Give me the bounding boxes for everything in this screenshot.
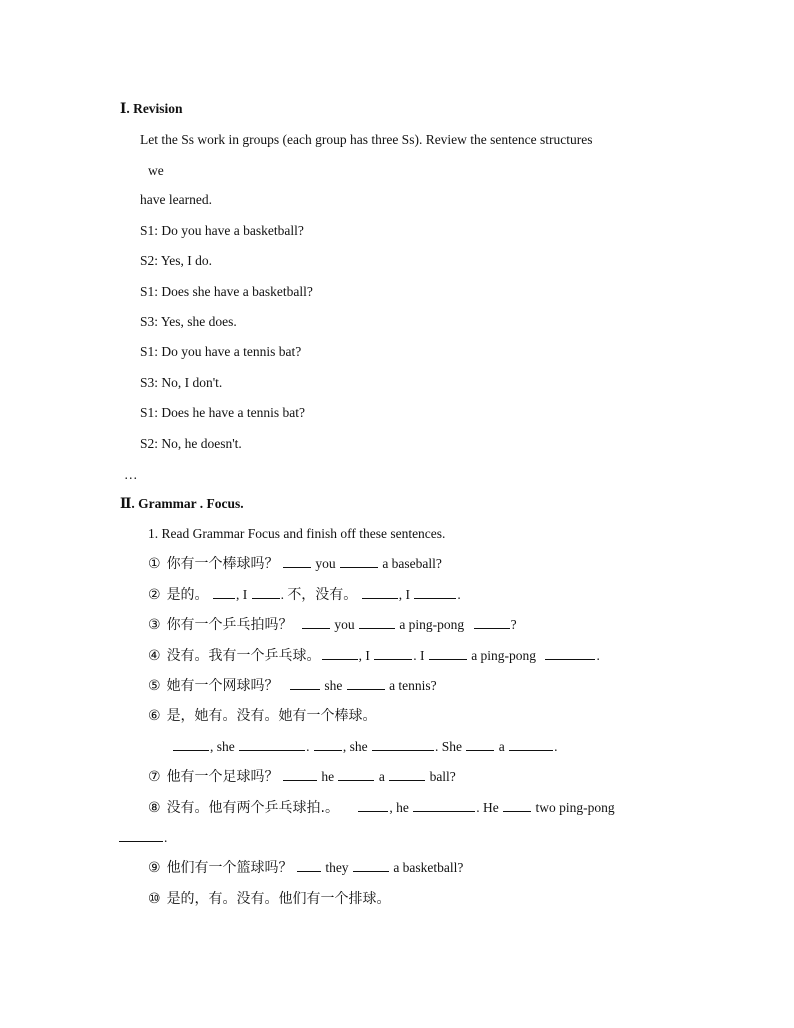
- word: .: [596, 648, 600, 663]
- word: I: [242, 587, 248, 602]
- exercise-item-3: [148, 616, 517, 634]
- blank[interactable]: [374, 647, 412, 660]
- item-number: ⑦: [148, 769, 161, 785]
- blank[interactable]: [302, 616, 330, 629]
- exercise-item-4: [148, 647, 600, 665]
- exercise-item-6: [148, 707, 377, 725]
- section-heading-grammar-focus: Ⅱ. Grammar . Focus.: [120, 496, 244, 511]
- exercise-item-1: [148, 555, 442, 573]
- blank[interactable]: [119, 829, 163, 842]
- blank[interactable]: [359, 616, 395, 629]
- blank[interactable]: [372, 738, 434, 751]
- exercise-item-7: [148, 768, 456, 786]
- word: He: [483, 800, 499, 815]
- exercise-item-5: [148, 677, 437, 695]
- word: he: [321, 769, 335, 784]
- word: a basketball?: [393, 860, 464, 875]
- word: you: [334, 617, 355, 632]
- blank[interactable]: [252, 586, 280, 599]
- dialogue-line: S1: Do you have a basketball?: [140, 223, 304, 238]
- item-number: ③: [148, 617, 161, 633]
- exercise-item-8: [148, 799, 615, 817]
- blank[interactable]: [414, 586, 456, 599]
- chinese-prompt: 没有。他有两个乒乓球拍.。: [166, 800, 340, 816]
- chinese-prompt: 你有一个棒球吗？: [166, 556, 279, 572]
- exercise-item-6-answer-line: [172, 738, 558, 756]
- word: ,: [210, 739, 214, 754]
- blank[interactable]: [429, 647, 467, 660]
- item-number: ①: [148, 556, 161, 572]
- word: a: [378, 769, 385, 784]
- blank[interactable]: [353, 859, 389, 872]
- word: She: [441, 739, 462, 754]
- dialogue-line: S1: Does he have a tennis bat?: [140, 405, 305, 420]
- word: .: [306, 739, 310, 754]
- blank[interactable]: [358, 799, 388, 812]
- word: ,: [358, 648, 362, 663]
- dialogue-line: S2: Yes, I do.: [140, 253, 213, 268]
- item-number: ②: [148, 587, 161, 603]
- blank[interactable]: [466, 738, 494, 751]
- word: a: [498, 739, 505, 754]
- blank[interactable]: [213, 586, 235, 599]
- dialogue-line: S1: Does she have a basketball?: [140, 284, 313, 299]
- chinese-prompt: 你有一个乒乓拍吗？: [166, 617, 293, 633]
- blank[interactable]: [283, 768, 317, 781]
- blank[interactable]: [413, 799, 475, 812]
- word: .: [164, 830, 168, 845]
- dialogue-line: S3: No, I don't.: [140, 375, 223, 390]
- blank[interactable]: [347, 677, 385, 690]
- word: .: [554, 739, 558, 754]
- section-heading-revision: Ⅰ. Revision: [120, 101, 183, 116]
- dialogue-line: S3: Yes, she does.: [140, 314, 237, 329]
- word: they: [325, 860, 349, 875]
- exercise-item-10: [148, 890, 391, 908]
- chinese-prompt: 是，她有。没有。她有一个棒球。: [166, 708, 377, 724]
- blank[interactable]: [545, 647, 595, 660]
- word: I: [419, 648, 425, 663]
- blank[interactable]: [503, 799, 531, 812]
- exercise-item-2: [148, 586, 461, 604]
- dialogue-line: S1: Do you have a tennis bat?: [140, 344, 302, 359]
- item-number: ⑨: [148, 860, 161, 876]
- word: two ping-pong: [535, 800, 615, 815]
- word: he: [396, 800, 409, 815]
- item-number: ⑧: [148, 800, 161, 816]
- chinese-prompt: 是的。: [166, 587, 209, 603]
- word: .: [435, 739, 439, 754]
- word: .: [413, 648, 417, 663]
- chinese-prompt: 他们有一个篮球吗？: [166, 860, 293, 876]
- word: I: [365, 648, 370, 663]
- blank[interactable]: [322, 647, 358, 660]
- blank[interactable]: [290, 677, 320, 690]
- blank[interactable]: [340, 555, 378, 568]
- word: a ping-pong: [471, 648, 537, 663]
- chinese-prompt: 不，没有。: [287, 587, 358, 603]
- blank[interactable]: [362, 586, 398, 599]
- word: ,: [235, 587, 240, 602]
- word: I: [405, 587, 410, 602]
- word: a baseball?: [382, 556, 442, 571]
- word: ball?: [429, 769, 456, 784]
- intro-line-1: Let the Ss work in groups (each group has three Ss). Review the sentence structures: [140, 132, 593, 147]
- blank[interactable]: [283, 555, 311, 568]
- chinese-prompt: 没有。我有一个乒乓球。: [166, 648, 321, 664]
- dialogue-line: S2: No, he doesn't.: [140, 436, 242, 451]
- blank[interactable]: [509, 738, 553, 751]
- word: .: [280, 587, 284, 602]
- chinese-prompt: 她有一个网球吗？: [166, 678, 279, 694]
- item-number: ④: [148, 648, 161, 664]
- word: ,: [389, 800, 393, 815]
- instruction: 1. Read Grammar Focus and finish off these sentences.: [148, 526, 446, 541]
- blank[interactable]: [338, 768, 374, 781]
- blank[interactable]: [389, 768, 425, 781]
- intro-line-3: have learned.: [140, 192, 212, 207]
- word: you: [315, 556, 336, 571]
- chinese-prompt: 他有一个足球吗？: [166, 769, 279, 785]
- intro-line-2: we: [148, 163, 164, 178]
- exercise-item-8-continuation: [118, 829, 167, 847]
- word: she: [324, 678, 343, 693]
- chinese-prompt: 是的，有。没有。他们有一个排球。: [166, 891, 391, 907]
- word: she: [349, 739, 368, 754]
- item-number: ⑤: [148, 678, 161, 694]
- exercise-item-9: [148, 859, 463, 877]
- blank[interactable]: [314, 738, 342, 751]
- word: ,: [398, 587, 403, 602]
- word: ?: [510, 617, 517, 632]
- ellipsis: …: [124, 467, 138, 482]
- word: .: [476, 800, 480, 815]
- word: a tennis?: [389, 678, 437, 693]
- blank[interactable]: [173, 738, 209, 751]
- item-number: ⑩: [148, 891, 161, 907]
- blank[interactable]: [474, 616, 510, 629]
- word: ,: [342, 739, 347, 754]
- blank[interactable]: [297, 859, 321, 872]
- word: a ping-pong: [399, 617, 465, 632]
- item-number: ⑥: [148, 708, 161, 724]
- word: .: [457, 587, 461, 602]
- word: she: [216, 739, 235, 754]
- blank[interactable]: [239, 738, 305, 751]
